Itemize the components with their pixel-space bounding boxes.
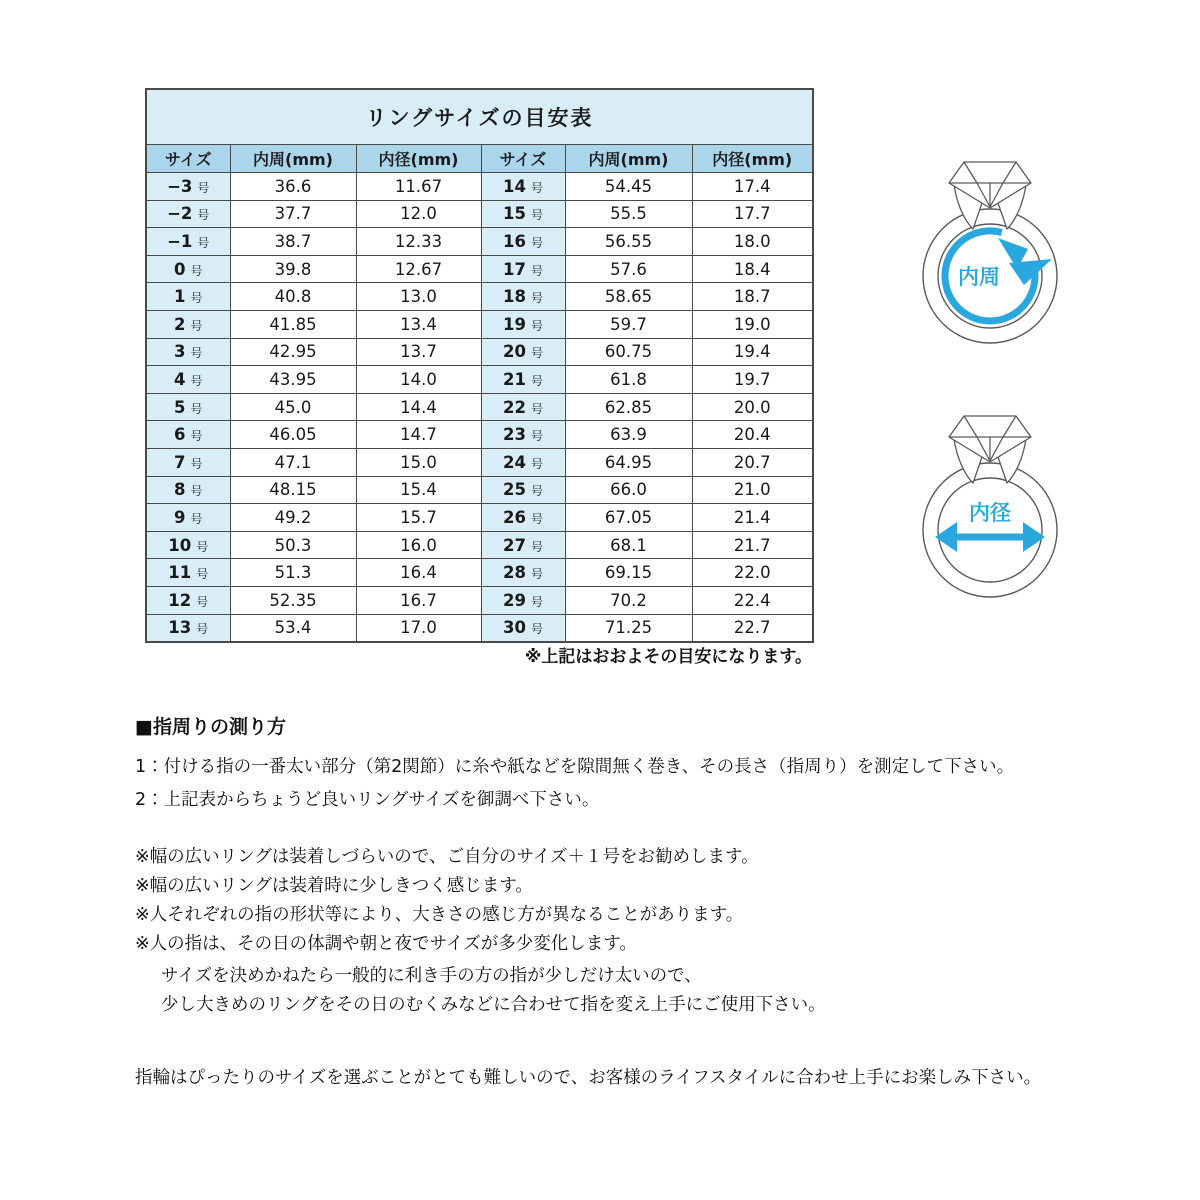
size-cell: 29 号 xyxy=(481,586,565,614)
value-cell: 58.65 xyxy=(565,283,692,311)
value-cell: 16.7 xyxy=(356,586,481,614)
value-cell: 22.0 xyxy=(692,559,813,587)
value-cell: 39.8 xyxy=(230,255,356,283)
table-row xyxy=(146,310,813,338)
value-cell: 55.5 xyxy=(565,200,692,228)
value-cell: 45.0 xyxy=(230,393,356,421)
table-row xyxy=(146,476,813,504)
size-cell: 23 号 xyxy=(481,421,565,449)
value-cell: 14.4 xyxy=(356,393,481,421)
size-cell: 20 号 xyxy=(481,338,565,366)
value-cell: 13.7 xyxy=(356,338,481,366)
value-cell: 22.4 xyxy=(692,586,813,614)
size-cell: −3 号 xyxy=(146,173,230,201)
value-cell: 17.0 xyxy=(356,614,481,642)
column-header-circ-right: 内周(mm) xyxy=(565,145,692,173)
column-header-diam-left: 内径(mm) xyxy=(356,145,481,173)
table-row xyxy=(146,200,813,228)
value-cell: 42.95 xyxy=(230,338,356,366)
measuring-heading: ■指周りの測り方 xyxy=(135,716,286,738)
table-row xyxy=(146,228,813,256)
column-header-size-right: サイズ xyxy=(481,145,565,173)
size-cell: 18 号 xyxy=(481,283,565,311)
size-cell: 16 号 xyxy=(481,228,565,256)
size-cell: 3 号 xyxy=(146,338,230,366)
value-cell: 19.0 xyxy=(692,310,813,338)
size-cell: 22 号 xyxy=(481,393,565,421)
value-cell: 43.95 xyxy=(230,366,356,394)
note-continuation-line: サイズを決めかねたら一般的に利き手の方の指が少しだけ太いので、 xyxy=(161,966,702,986)
notes-continuation xyxy=(161,962,826,1020)
value-cell: 61.8 xyxy=(565,366,692,394)
size-cell: 19 号 xyxy=(481,310,565,338)
note-line: ※人の指は、その日の体調や朝と夜でサイズが多少変化します。 xyxy=(135,934,637,954)
size-cell: 2 号 xyxy=(146,310,230,338)
value-cell: 12.0 xyxy=(356,200,481,228)
note-line: ※人それぞれの指の形状等により、大きさの感じ方が異なることがあります。 xyxy=(135,905,744,925)
size-cell: 15 号 xyxy=(481,200,565,228)
value-cell: 56.55 xyxy=(565,228,692,256)
table-footnote: ※上記はおおよその目安になります。 xyxy=(524,647,812,667)
size-cell: −1 号 xyxy=(146,228,230,256)
note-line: ※幅の広いリングは装着しづらいので、ご自分のサイズ＋１号をお勧めします。 xyxy=(135,847,759,867)
table-row xyxy=(146,559,813,587)
value-cell: 21.0 xyxy=(692,476,813,504)
value-cell: 50.3 xyxy=(230,531,356,559)
size-cell: 6 号 xyxy=(146,421,230,449)
value-cell: 54.45 xyxy=(565,173,692,201)
ring-icon xyxy=(923,463,1057,597)
size-cell: 11 号 xyxy=(146,559,230,587)
table-header-row xyxy=(146,145,813,173)
value-cell: 12.67 xyxy=(356,255,481,283)
table-title: リングサイズの目安表 xyxy=(146,89,813,145)
table-row xyxy=(146,173,813,201)
value-cell: 13.4 xyxy=(356,310,481,338)
diameter-label: 内径 xyxy=(969,501,1011,525)
measuring-step: 1：付ける指の一番太い部分（第2関節）に糸や紙などを隙間無く巻き、その長さ（指周り）を測定して下さい。 xyxy=(135,757,1015,777)
table-row xyxy=(146,338,813,366)
value-cell: 49.2 xyxy=(230,504,356,532)
table-row xyxy=(146,393,813,421)
value-cell: 21.7 xyxy=(692,531,813,559)
column-header-size-left: サイズ xyxy=(146,145,230,173)
value-cell: 15.0 xyxy=(356,448,481,476)
size-cell: 21 号 xyxy=(481,366,565,394)
value-cell: 21.4 xyxy=(692,504,813,532)
size-cell: 12 号 xyxy=(146,586,230,614)
value-cell: 69.15 xyxy=(565,559,692,587)
table-row xyxy=(146,586,813,614)
size-cell: 1 号 xyxy=(146,283,230,311)
value-cell: 18.4 xyxy=(692,255,813,283)
value-cell: 66.0 xyxy=(565,476,692,504)
size-cell: 25 号 xyxy=(481,476,565,504)
value-cell: 48.15 xyxy=(230,476,356,504)
size-cell: 9 号 xyxy=(146,504,230,532)
value-cell: 38.7 xyxy=(230,228,356,256)
size-cell: 28 号 xyxy=(481,559,565,587)
value-cell: 68.1 xyxy=(565,531,692,559)
size-cell: 4 号 xyxy=(146,366,230,394)
measuring-section xyxy=(135,712,1014,817)
value-cell: 71.25 xyxy=(565,614,692,642)
value-cell: 46.05 xyxy=(230,421,356,449)
size-cell: 0 号 xyxy=(146,255,230,283)
size-cell: 13 号 xyxy=(146,614,230,642)
value-cell: 67.05 xyxy=(565,504,692,532)
value-cell: 14.0 xyxy=(356,366,481,394)
closing-text: 指輪はぴったりのサイズを選ぶことがとても難しいので、お客様のライフスタイルに合わせ上手にお楽しみ下さい。 xyxy=(135,1068,1042,1088)
value-cell: 22.7 xyxy=(692,614,813,642)
column-header-diam-right: 内径(mm) xyxy=(692,145,813,173)
value-cell: 12.33 xyxy=(356,228,481,256)
table-row xyxy=(146,531,813,559)
value-cell: 51.3 xyxy=(230,559,356,587)
size-cell: 30 号 xyxy=(481,614,565,642)
size-cell: 8 号 xyxy=(146,476,230,504)
value-cell: 17.7 xyxy=(692,200,813,228)
value-cell: 37.7 xyxy=(230,200,356,228)
value-cell: 20.4 xyxy=(692,421,813,449)
value-cell: 63.9 xyxy=(565,421,692,449)
value-cell: 64.95 xyxy=(565,448,692,476)
size-cell: 27 号 xyxy=(481,531,565,559)
value-cell: 14.7 xyxy=(356,421,481,449)
table-title-row xyxy=(146,89,813,145)
value-cell: 62.85 xyxy=(565,393,692,421)
table-row xyxy=(146,283,813,311)
value-cell: 16.4 xyxy=(356,559,481,587)
value-cell: 20.7 xyxy=(692,448,813,476)
value-cell: 60.75 xyxy=(565,338,692,366)
value-cell: 40.8 xyxy=(230,283,356,311)
size-cell: 5 号 xyxy=(146,393,230,421)
value-cell: 19.4 xyxy=(692,338,813,366)
size-cell: 7 号 xyxy=(146,448,230,476)
ring-size-table xyxy=(145,88,814,643)
table-row xyxy=(146,366,813,394)
measuring-steps xyxy=(135,751,1014,817)
table-row xyxy=(146,614,813,642)
value-cell: 36.6 xyxy=(230,173,356,201)
value-cell: 19.7 xyxy=(692,366,813,394)
table-row xyxy=(146,504,813,532)
value-cell: 18.0 xyxy=(692,228,813,256)
value-cell: 53.4 xyxy=(230,614,356,642)
value-cell: 20.0 xyxy=(692,393,813,421)
ring-diagram-circumference xyxy=(901,150,1079,358)
value-cell: 16.0 xyxy=(356,531,481,559)
size-cell: 26 号 xyxy=(481,504,565,532)
notes-list xyxy=(135,843,759,959)
measuring-step: 2：上記表からちょうど良いリングサイズを御調べ下さい。 xyxy=(135,790,600,810)
size-cell: 10 号 xyxy=(146,531,230,559)
note-continuation-line: 少し大きめのリングをその日のむくみなどに合わせて指を変え上手にご使用下さい。 xyxy=(161,995,826,1015)
circumference-label: 内周 xyxy=(958,265,1000,289)
value-cell: 70.2 xyxy=(565,586,692,614)
value-cell: 59.7 xyxy=(565,310,692,338)
value-cell: 41.85 xyxy=(230,310,356,338)
value-cell: 47.1 xyxy=(230,448,356,476)
size-cell: 14 号 xyxy=(481,173,565,201)
value-cell: 11.67 xyxy=(356,173,481,201)
value-cell: 52.35 xyxy=(230,586,356,614)
size-cell: 24 号 xyxy=(481,448,565,476)
ring-diagram-diameter xyxy=(901,404,1079,612)
value-cell: 15.4 xyxy=(356,476,481,504)
value-cell: 57.6 xyxy=(565,255,692,283)
note-line: ※幅の広いリングは装着時に少しきつく感じます。 xyxy=(135,876,533,896)
value-cell: 18.7 xyxy=(692,283,813,311)
column-header-circ-left: 内周(mm) xyxy=(230,145,356,173)
table-row xyxy=(146,255,813,283)
value-cell: 17.4 xyxy=(692,173,813,201)
size-cell: 17 号 xyxy=(481,255,565,283)
size-cell: −2 号 xyxy=(146,200,230,228)
value-cell: 13.0 xyxy=(356,283,481,311)
table-row xyxy=(146,421,813,449)
table-row xyxy=(146,448,813,476)
value-cell: 15.7 xyxy=(356,504,481,532)
